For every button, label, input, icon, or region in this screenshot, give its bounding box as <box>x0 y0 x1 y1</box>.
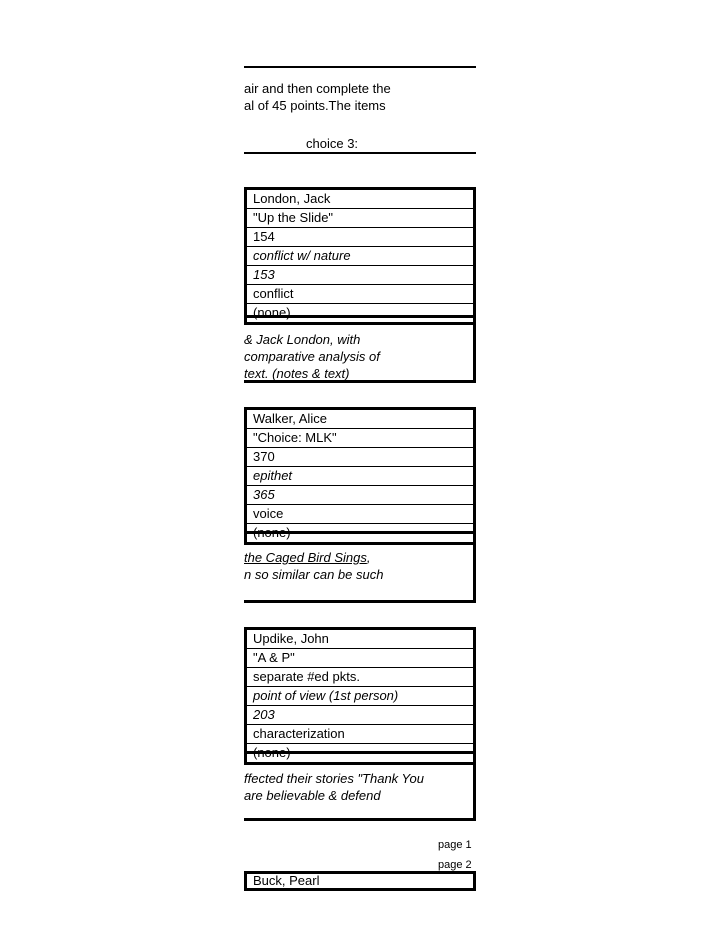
page-cell: 370 <box>247 448 473 467</box>
page-2-label: page 2 <box>438 859 472 871</box>
note-line: text. (notes & text) <box>244 366 350 381</box>
extra-cell: (none) <box>253 305 291 320</box>
header-top-rule <box>244 66 476 68</box>
page-cell: separate #ed pkts. <box>247 668 473 687</box>
note-line: comparative analysis of <box>244 349 380 364</box>
author-cell: Updike, John <box>247 630 473 649</box>
note-line: & Jack London, with <box>244 332 361 347</box>
entry-notes-2 <box>244 531 476 603</box>
element-cell: conflict <box>247 285 473 304</box>
page-1-label: page 1 <box>438 839 472 851</box>
entry-table-1 <box>244 187 476 325</box>
choice-3-rule <box>244 152 476 154</box>
title-cell: "Choice: MLK" <box>247 429 473 448</box>
entry-table-3 <box>244 627 476 765</box>
title-cell: "A & P" <box>247 649 473 668</box>
device-page-cell: 153 <box>247 266 473 285</box>
instructions-line-2: al of 45 points.The items <box>244 98 386 113</box>
title-cell: "Up the Slide" <box>247 209 473 228</box>
note-punctuation: , <box>366 550 371 565</box>
note-line <box>244 549 473 566</box>
author-cell: London, Jack <box>247 190 473 209</box>
note-line: are believable & defend <box>244 788 381 803</box>
author-cell: Walker, Alice <box>247 410 473 429</box>
instructions-line-1: air and then complete the <box>244 81 391 96</box>
note-line: n so similar can be such <box>244 567 384 582</box>
extra-cell: (none) <box>253 745 291 760</box>
entry-table-4 <box>244 871 476 891</box>
note-line: ffected their stories "Thank You <box>244 771 424 786</box>
entry-notes-3 <box>244 751 476 821</box>
entry-notes-1 <box>244 315 476 383</box>
device-page-cell: 203 <box>247 706 473 725</box>
page-cell: 154 <box>247 228 473 247</box>
element-cell: voice <box>247 505 473 524</box>
device-page-cell: 365 <box>247 486 473 505</box>
choice-3-label: choice 3: <box>306 136 359 151</box>
device-cell: epithet <box>247 467 473 486</box>
device-cell: conflict w/ nature <box>247 247 473 266</box>
extra-cell: (none) <box>253 525 291 540</box>
element-cell: characterization <box>247 725 473 744</box>
book-title: the Caged Bird Sings <box>244 550 367 565</box>
author-cell: Buck, Pearl <box>253 874 320 888</box>
entry-table-2 <box>244 407 476 545</box>
device-cell: point of view (1st person) <box>247 687 473 706</box>
